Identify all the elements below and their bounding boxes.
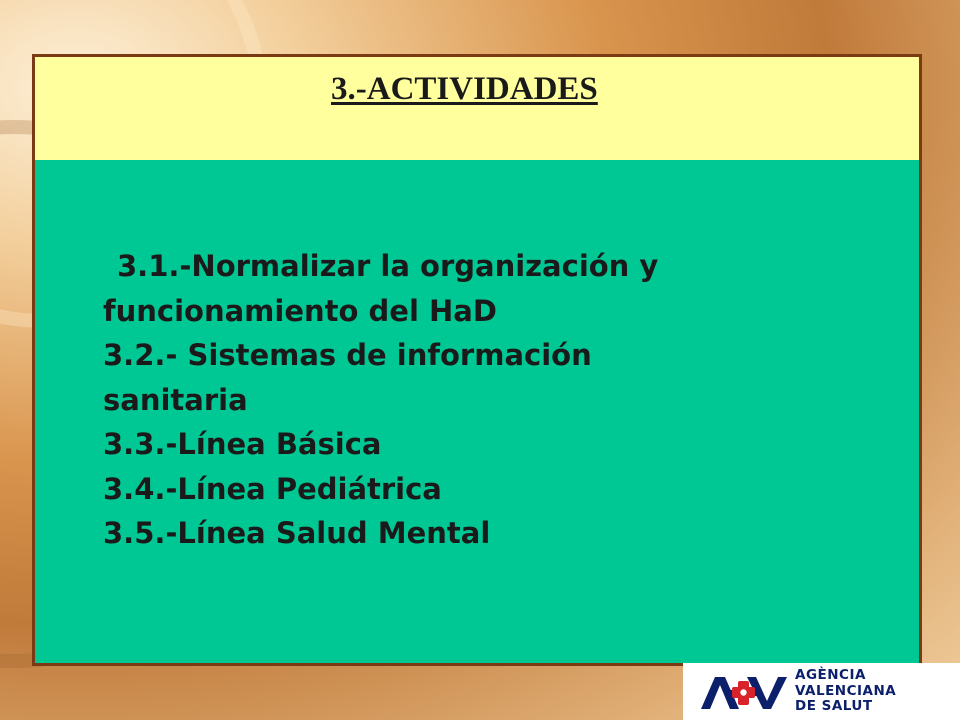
activity-line: 3.4.-Línea Pediátrica xyxy=(103,471,442,506)
agencia-valenciana-salut-logo-icon xyxy=(697,669,789,715)
activity-line: sanitaria xyxy=(103,382,248,417)
activity-line: funcionamiento del HaD xyxy=(103,293,497,328)
slide-title: 3.-ACTIVIDADES xyxy=(331,71,598,107)
activity-line: 3.1.-Normalizar la organización y xyxy=(117,249,659,283)
title-band xyxy=(35,57,919,160)
activity-line: 3.2.- Sistemas de información xyxy=(103,338,592,372)
activity-line: 3.5.-Línea Salud Mental xyxy=(103,516,491,550)
agency-logo xyxy=(683,663,960,720)
agency-logo-text xyxy=(795,668,896,715)
logo-text-line: AGÈNCIA xyxy=(795,667,866,683)
logo-text-line: VALENCIANA xyxy=(795,682,897,699)
logo-text-line: DE SALUT xyxy=(795,698,873,714)
activity-line: 3.3.-Línea Básica xyxy=(103,427,382,461)
activities-list xyxy=(103,244,843,556)
